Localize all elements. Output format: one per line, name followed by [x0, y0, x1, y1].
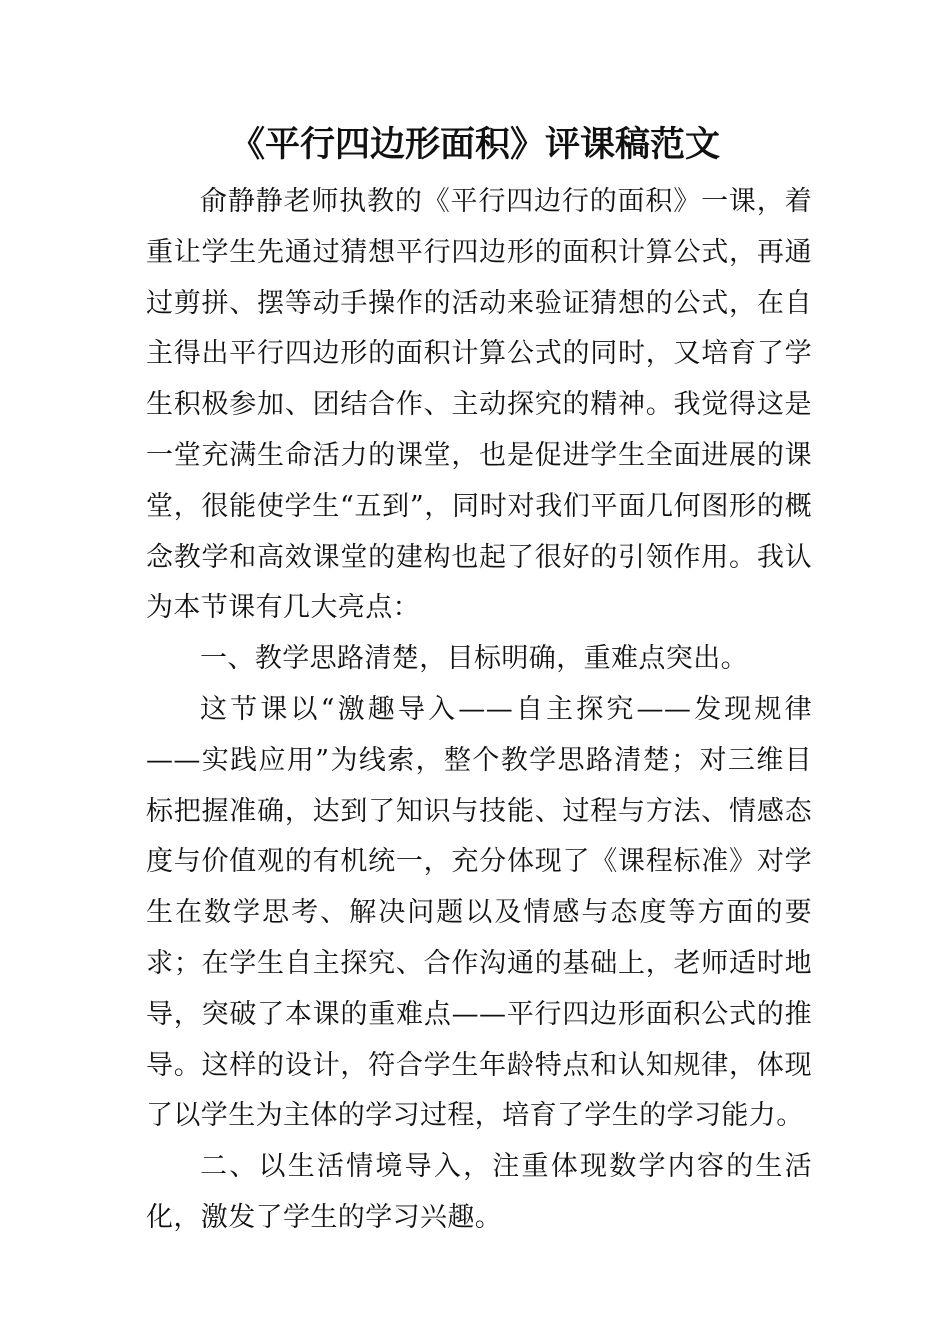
paragraph-point-two-heading: 二、以生活情境导入，注重体现数学内容的生活化，激发了学生的学习兴趣。 [146, 1151, 812, 1233]
paragraph-intro: 俞静静老师执教的《平行四边行的面积》一课，着重让学生先通过猜想平行四边形的面积计算公式，再通过剪拼、摆等动手操作的活动来验证猜想的公式，在自主得出平行四边形的面积计算公式的同时，又培育了学生积极参加、团结合作、主动探究的精神。我觉得这是一堂充满生命活力的课堂，也是促进学生全面进展的课堂，很能使学生“五到”，同时对我们平面几何图形的概念教学和高效课堂的建构也起了很好的引领作用。我认为本节课有几大亮点： [146, 186, 812, 624]
document-body [146, 177, 812, 1244]
document-title: 《平行四边形面积》评课稿范文 [229, 124, 720, 165]
paragraph-point-one-heading: 一、教学思路清楚，目标明确，重难点突出。 [200, 643, 748, 675]
paragraph-point-one-detail: 这节课以“激趣导入——自主探究——发现规律——实践应用”为线索，整个教学思路清楚；对三维目标把握准确，达到了知识与技能、过程与方法、情感态度与价值观的有机统一，充分体现了《课程标准》对学生在数学思考、解决问题以及情感与态度等方面的要求；在学生自主探究、合作沟通的基础上，老师适时地导，突破了本课的重难点——平行四边形面积公式的推导。这样的设计，符合学生年龄特点和认知规律，体现了以学生为主体的学习过程，培育了学生的学习能力。 [146, 693, 812, 1132]
